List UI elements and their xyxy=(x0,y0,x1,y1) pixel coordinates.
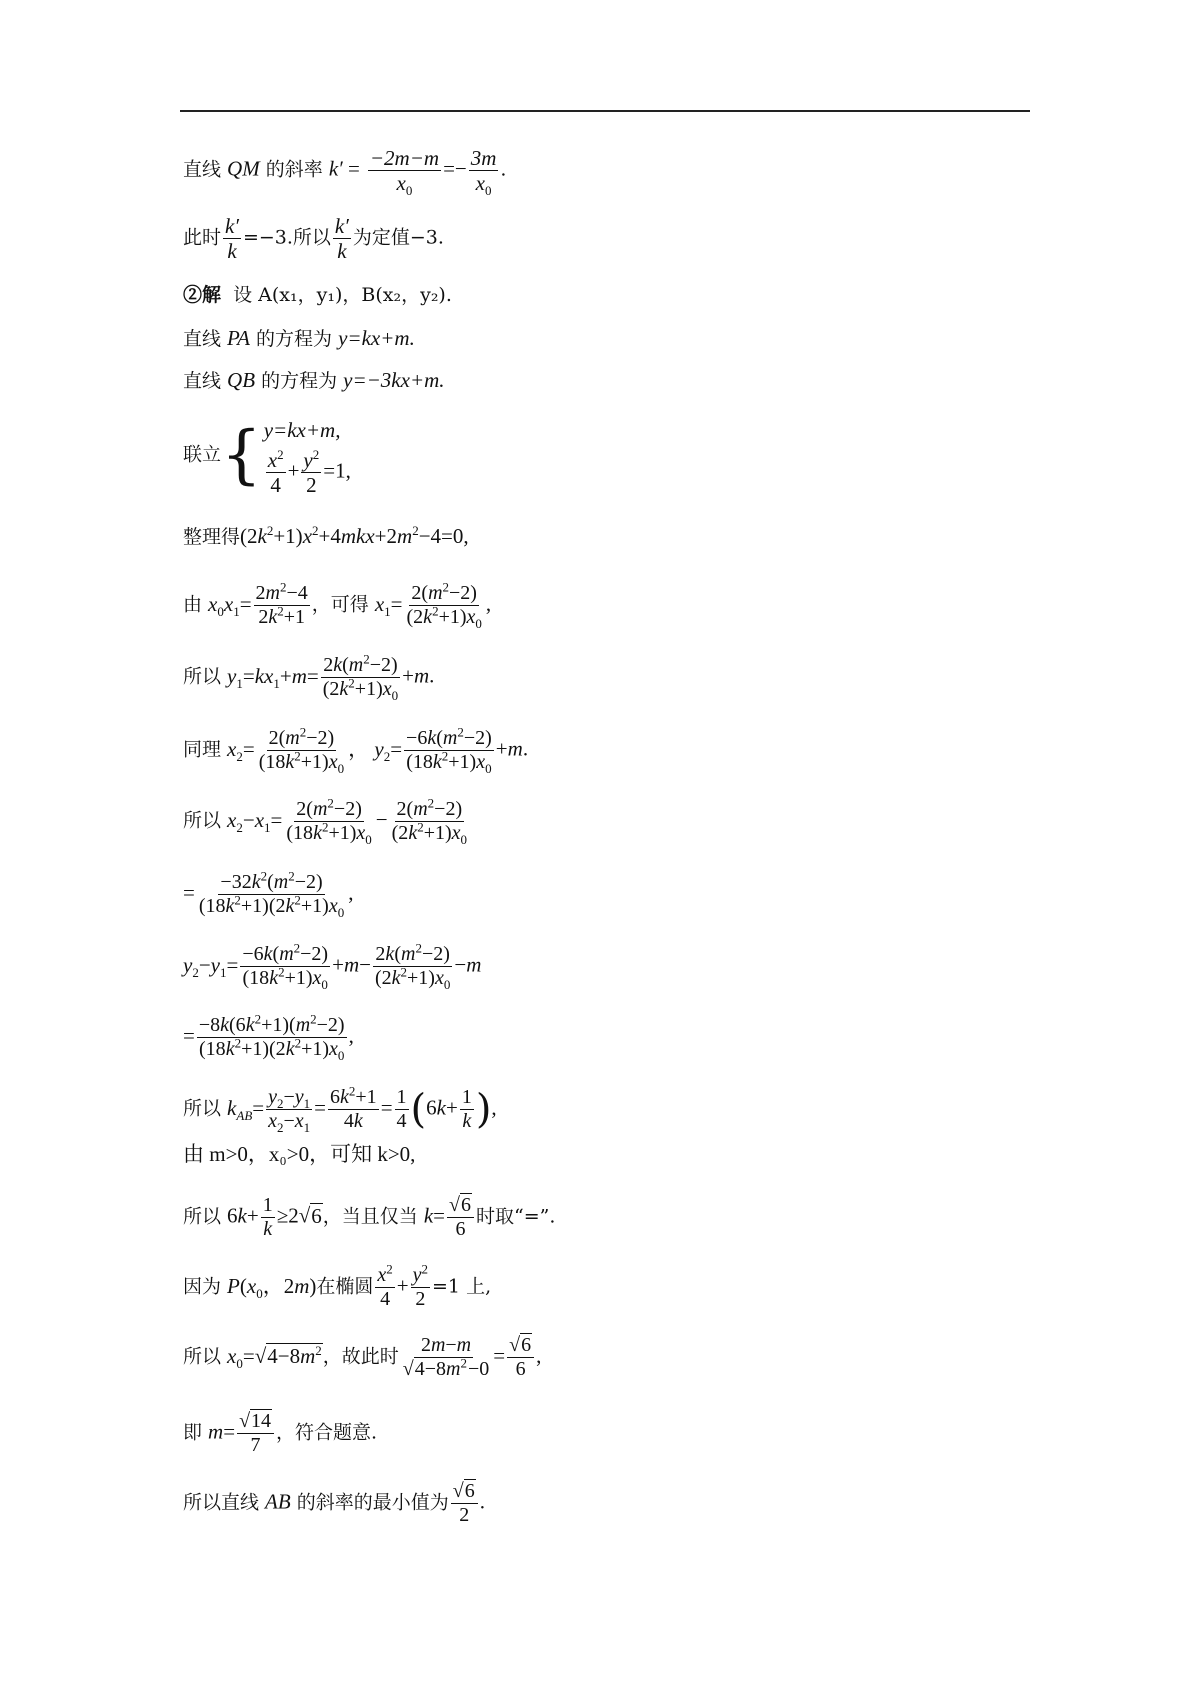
text: 为定值−3. xyxy=(352,226,444,249)
line-positivity xyxy=(183,1144,415,1165)
equation: y=kx+m. xyxy=(338,326,415,350)
fraction-denominator: k xyxy=(337,239,347,264)
text: 在椭圆 xyxy=(316,1275,374,1298)
text: 时取“=”. xyxy=(475,1205,556,1228)
math-var: QM xyxy=(227,156,260,181)
text: 联立 xyxy=(183,443,222,466)
fraction xyxy=(223,214,241,263)
line-x-diff-result: = $\frac{-32k^2(m^2-2)}{(18k^2+1)(2k^2+1)x_0}$ , xyxy=(183,868,354,920)
line-x2-minus-x1: 所以 $x_2-x_1=$ $\frac{2(m^2-2)}{(18k^2+1)x_0}$ − $\frac{2(m^2-2)}{(2k^2+1)x_0}$ xyxy=(183,795,468,847)
line-conclusion: 所以直线 AB 的斜率的最小值为 $\frac{√6}{2}$ . xyxy=(183,1480,485,1526)
text: 的方程为 xyxy=(255,370,344,392)
line-ratio xyxy=(183,214,444,263)
line-am-gm: 所以 6k+ $\frac{1}{k}$ ≥2√6，当且仅当 k= $\frac{√6}{6}$ 时取“=”. xyxy=(183,1194,556,1240)
text: =1, xyxy=(323,458,351,483)
system-row: y=kx+m, xyxy=(263,418,341,442)
fraction-denominator: x xyxy=(475,171,485,196)
text: 因为 xyxy=(183,1275,228,1298)
line-qm-slope xyxy=(183,146,507,199)
text: 整理得 xyxy=(183,526,241,548)
line-pa-equation xyxy=(183,328,415,349)
text: = xyxy=(342,156,360,181)
fraction xyxy=(333,214,351,263)
text: 的斜率 xyxy=(259,158,329,181)
text: =− xyxy=(443,156,467,181)
line-m-value: 即 m= $\frac{√14}{7}$ ，符合题意. xyxy=(183,1410,378,1456)
text: 即 xyxy=(183,1421,209,1444)
text: =1 上, xyxy=(432,1275,492,1298)
text: =−3.所以 xyxy=(242,226,331,249)
header-rule xyxy=(180,110,1030,112)
text: 由 m>0，x₀>0，可知 k>0, xyxy=(183,1142,416,1166)
line-p-on-ellipse: 因为 $P(x_0$，2m)在椭圆 $\frac{x^2}{4}$ + $\frac{y^2}{2}$ =1 上, xyxy=(183,1261,492,1310)
text: 所以直线 xyxy=(183,1491,266,1514)
line-part2-start xyxy=(183,286,452,305)
text: 直线 xyxy=(183,158,228,181)
text: 所以 xyxy=(183,1097,228,1120)
line-x0-solve: 所以 $x_0=√4-8m^2$，故此时 $\frac{2m-m}{√4-8m^2-0}$ = $\frac{√6}{6}$ , xyxy=(183,1334,542,1380)
fraction-numerator: −2m−m xyxy=(369,146,440,170)
math-var: AB xyxy=(265,1489,291,1514)
fraction-denominator: k xyxy=(227,239,237,264)
text: 设 A(x₁，y₁)，B(x₂，y₂). xyxy=(233,284,452,306)
brace: { xyxy=(221,418,262,493)
line-kab: 所以 $k_{AB}=$ $\frac{y_2-y_1}{x_2-x_1}$ = $\frac{6k^2+1}{4k}$ = $\frac{1}{4}$ (6k+ $\frac{1}{k}$ ), xyxy=(183,1083,497,1135)
text: 所以 xyxy=(183,1205,228,1228)
text: 直线 xyxy=(183,328,228,350)
fraction-numerator: 3m xyxy=(470,146,497,170)
text: 直线 xyxy=(183,370,228,392)
text: 的方程为 xyxy=(250,328,339,350)
system-row: $\frac{x^2}{4}$ + $\frac{y^2}{2}$ =1, xyxy=(267,446,351,497)
fraction-numerator: k′ xyxy=(225,214,239,238)
line-y2-minus-y1: $y_2-y_1=$ $\frac{-6k(m^2-2)}{(18k^2+1)x_0}$ +m− $\frac{2k(m^2-2)}{(2k^2+1)x_0}$ −m xyxy=(183,940,482,992)
text: . xyxy=(500,158,507,181)
text: 由 xyxy=(183,593,209,616)
text: ，故此时 xyxy=(322,1345,399,1368)
line-y1: 所以 $y_1=kx_1+m=$ $\frac{2k(m^2-2)}{(2k^2+1)x_0}$ +m. xyxy=(183,651,435,703)
math-var: QB xyxy=(227,368,256,392)
line-x2-y2: 同理 $x_2=$ $\frac{2(m^2-2)}{(18k^2+1)x_0}$ ， $y_2=$ $\frac{-6k(m^2-2)}{(18k^2+1)x_0}$ +m. xyxy=(183,724,529,776)
fraction: $\frac{3m}{x_0}$ xyxy=(470,146,497,199)
text: ，当且仅当 xyxy=(322,1205,424,1228)
text: ，可得 xyxy=(311,593,375,616)
fraction-numerator: k′ xyxy=(334,214,349,238)
section-label: ②解 xyxy=(183,284,222,306)
line-quadratic: 整理得$(2k^2+1)x^2+4mkx+2m^2-4=0$, xyxy=(183,523,469,548)
text: ，符合题意. xyxy=(276,1421,378,1444)
text: 同理 xyxy=(183,738,228,761)
math-var: PA xyxy=(227,326,250,350)
line-system xyxy=(183,414,351,497)
text: 此时 xyxy=(183,226,222,249)
equation-system xyxy=(264,414,351,497)
math-var: k′ xyxy=(328,156,343,181)
line-y-diff-result: = $\frac{-8k(6k^2+1)(m^2-2)}{(18k^2+1)(2k^2+1)x_0}$ , xyxy=(183,1011,354,1063)
line-qb-equation xyxy=(183,370,445,391)
text: 所以 xyxy=(183,1345,228,1368)
text: 所以 xyxy=(183,665,228,688)
fraction: $\frac{-2m-m}{x_0}$ xyxy=(369,146,440,199)
text: 所以 xyxy=(183,809,228,832)
equation: y=−3kx+m. xyxy=(343,368,445,392)
fraction-denominator: x xyxy=(396,171,406,196)
line-vieta: 由 $x_0x_1=$ $\frac{2m^2-4}{2k^2+1}$ ，可得 $x_1=$ $\frac{2(m^2-2)}{(2k^2+1)x_0}$ , xyxy=(183,579,492,631)
text: 的斜率的最小值为 xyxy=(290,1491,449,1514)
